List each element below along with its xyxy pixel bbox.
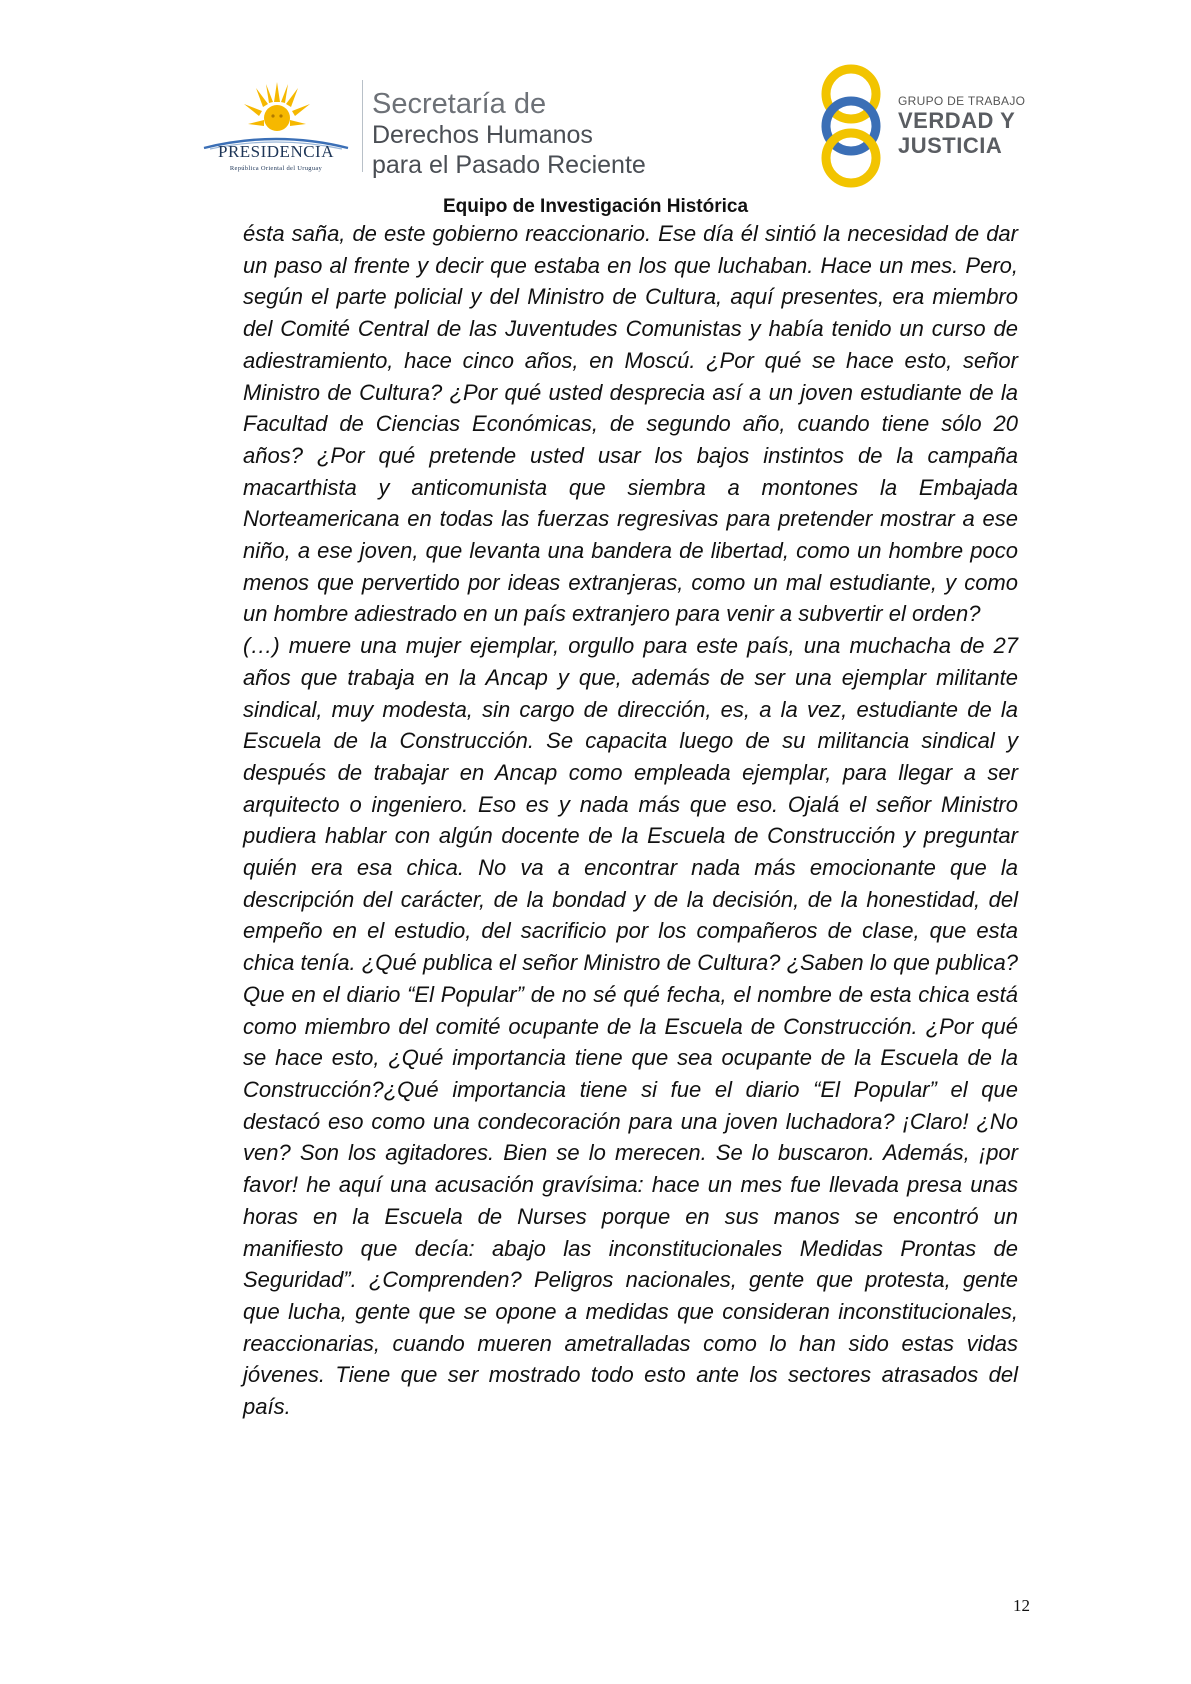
rings-emblem-icon [806,62,896,190]
secretaria-line1: Secretaría de [372,88,547,120]
secretaria-line3: para el Pasado Reciente [372,151,646,179]
secretaria-line2: Derechos Humanos [372,121,593,149]
grupo-trabajo-label: GRUPO DE TRABAJO [898,94,1026,108]
presidencia-subtitle: República Oriental del Uruguay [229,165,323,172]
secretaria-logo [372,88,646,180]
body-paragraph-1: ésta saña, de este gobierno reaccionario. Ese día él sintió la necesidad de dar un paso al frente y decir que estaba en los que luchaban. Hace un mes. Pero, según el parte policial y del Ministro de Cultura, aquí presentes, era miembro del Comité Central de las Juventudes Comunistas y había tenido un curso de adiestramiento, hace cinco años, en Moscú. ¿Por qué se hace esto, señor Ministro de Cultura? ¿Por qué usted desprecia así a un joven estudiante de la Facultad de Ciencias Económicas, de segundo año, cuando tiene sólo 20 años? ¿Por qué pretende usted usar los bajos instintos de la campaña macarthista y anticomunista que siembra a montones la Embajada Norteamericana en todas las fuerzas regresivas para pretender mostrar a ese niño, a ese joven, que levanta una bandera de libertad, como un hombre poco menos que pervertido por ideas extranjeras, como un mal estudiante, y como un hombre adiestrado en un país extranjero para venir a subvertir el orden? [243,221,1018,627]
presidencia-logo [196,76,356,176]
grupo-trabajo-logo [806,62,1026,190]
page-header [0,0,1191,217]
page-number: 12 [1013,1596,1030,1615]
team-title: Equipo de Investigación Histórica [442,196,749,217]
header-divider [362,80,363,172]
document-body [243,218,1018,1423]
presidencia-name: PRESIDENCIA [217,142,334,161]
body-paragraph-2: (…) muere una mujer ejemplar, orgullo para este país, una muchacha de 27 años que trabaja en la Ancap y que, además de ser una ejemplar militante sindical, muy modesta, sin cargo de dirección, es, a la vez, estudiante de la Escuela de la Construcción. Se capacita luego de su militancia sindical y después de trabajar en Ancap como empleada ejemplar, para llegar a ser arquitecto o ingeniero. Eso es y nada más que eso. Ojalá el señor Ministro pudiera hablar con algún docente de la Escuela de Construcción y preguntar quién era esa chica. No va a encontrar nada más emocionante que la descripción del carácter, de la bondad y de la decisión, de la honestidad, del empeño en el estudio, del sacrificio por los compañeros de clase, que esta chica tenía. ¿Qué publica el señor Ministro de Cultura? ¿Saben lo que publica? Que en el diario “El Popular” de no sé qué fecha, el nombre de esta chica está como miembro del comité ocupante de la Escuela de Construcción. ¿Por qué se hace esto, ¿Qué importancia tiene que sea ocupante de la Escuela de la Construcción?¿Qué importancia tiene si fue el diario “El Popular” el que destacó eso como una condecoración para una joven luchadora? ¡Claro! ¿No ven? Son los agitadores. Bien se lo merecen. Se lo buscaron. Además, ¡por favor! he aquí una acusación gravísima: hace un mes fue llevada presa unas horas en la Escuela de Nurses porque en sus manos se encontró un manifiesto que decía: abajo las inconstitucionales Medidas Prontas de Seguridad”. ¿Comprenden? Peligros nacionales, gente que protesta, gente que lucha, gente que se opone a medidas que consideran inconstitucionales, reaccionarias, cuando mueren ametralladas como lo han sido estas vidas jóvenes. Tiene que ser mostrado todo esto ante los sectores atrasados del país. [243,633,1018,1420]
verdad-label: VERDAD Y [898,108,1016,133]
justicia-label: JUSTICIA [898,133,1003,158]
